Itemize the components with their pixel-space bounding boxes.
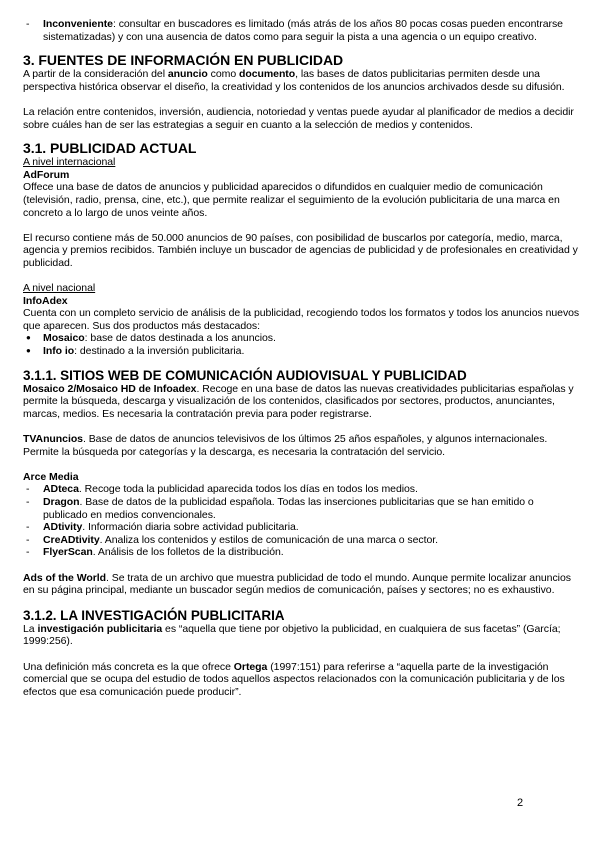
adforum-paragraph-1: Offece una base de datos de anuncios y publicidad aparecidos o difundidos en cualquier medio de comunicación (televisión, radio, prensa, cine, etc.), que permite realizar el seguimiento de la evolución publicitaria de una marca en concreto a lo largo de unos veinte años. [23, 181, 560, 219]
bold-term: TVAnuncios [23, 433, 83, 446]
text-run: es “aquella que tiene por objetivo la publicidad, en cualquiera de sus facetas” (García; 1999:256). [23, 622, 561, 648]
text-run: Una definición más concreta es la que ofrece [23, 660, 234, 673]
intro-list [23, 18, 580, 43]
text-run: . Base de datos de anuncios televisivos de los últimos 25 años españoles, y algunos internacionales. Permite la búsqueda por categorías y la descarga, es necesaria la contratación del servicio. [23, 433, 548, 458]
item-term: ADtivity [43, 521, 83, 534]
item-term: CreADtivity [43, 533, 100, 546]
investigacion-paragraph-1 [23, 623, 580, 648]
text-run: como [207, 68, 239, 81]
item-term: Mosaico [43, 332, 85, 345]
investigacion-paragraph-2 [23, 661, 580, 699]
adforum-name: AdForum [23, 168, 70, 181]
item-term: Inconveniente [43, 18, 113, 30]
infoadex-name: InfoAdex [23, 294, 68, 307]
text-run: A partir de la consideración del [23, 68, 168, 81]
infoadex-products-list [23, 332, 580, 357]
page-content [23, 18, 580, 698]
bold-term: investigación publicitaria [37, 622, 163, 635]
arce-media-title: Arce Media [23, 470, 79, 483]
bold-term: Ads of the World [23, 571, 107, 584]
text-run: , las bases de datos publicitarias permiten desde una perspectiva histórica observar el diseño, la creatividad y los contenidos de los anuncios archivados desde su difusión. [23, 68, 565, 93]
bold-term: Mosaico 2/Mosaico HD de Infoadex [23, 382, 197, 395]
text-run: La [23, 622, 38, 635]
item-term: Info io [43, 345, 75, 358]
list-item [23, 546, 580, 559]
item-text: . Información diaria sobre actividad publicitaria. [82, 521, 299, 534]
text-run: . Se trata de un archivo que muestra publicidad de todo el mundo. Aunque permite localizar anuncios en su página principal, mediante un buscador según medios de comunicación, países y sectores; no es exhaustivo. [23, 571, 571, 597]
item-term: FlyerScan [43, 546, 93, 559]
item-text: . Base de datos de la publicidad española. Todas las inserciones publicitarias que se han emitido o publicado en medios convencionales. [43, 496, 534, 521]
infoadex-paragraph: Cuenta con un completo servicio de análisis de la publicidad, recogiendo todos los formatos y todos los anuncios nuevos que aparecen. Sus dos productos más destacados: [23, 307, 580, 332]
section-3-heading: 3. FUENTES DE INFORMACIÓN EN PUBLICIDAD [23, 52, 344, 69]
text-run: (1997:151) para referirse a “aquella parte de la investigación comercial que se ocupa del estudio de todos aquellos aspectos relacionados con la comunicación publicitaria y de los efectos que esa comunicación puede producir”. [23, 660, 565, 698]
mosaico-paragraph [23, 383, 580, 421]
list-item [23, 483, 580, 496]
list-item [23, 521, 580, 534]
text-run: . Recoge en una base de datos las nuevas creatividades publicitarias españolas y permite la búsqueda, descarga y visualización de los contenidos, clasificados por sectores, productos, anunciantes, marcas, medios. Es necesaria la contratación previa para poder registrarse. [23, 382, 574, 420]
ads-of-the-world-paragraph [23, 572, 580, 597]
item-text: . Analiza los contenidos y estilos de comunicación de una marca o sector. [99, 533, 439, 546]
item-text: : base de datos destinada a los anuncios. [84, 332, 276, 345]
item-text: . Recoge toda la publicidad aparecida todos los días en todos los medios. [78, 483, 418, 496]
list-item [23, 332, 580, 345]
section-3-1-2-heading: 3.1.2. LA INVESTIGACIÓN PUBLICITARIA [23, 607, 285, 623]
bold-term: anuncio [167, 68, 208, 81]
list-item [23, 496, 580, 521]
tvanuncios-paragraph [23, 433, 580, 458]
arce-media-list [23, 483, 580, 559]
bold-term: Ortega [233, 660, 268, 673]
item-text: : consultar en buscadores es limitado (más atrás de los años 80 pocas cosas pueden encontrarse sistematizadas) y con una ausencia de datos como para seguir la pista a una agencia o un equipo creativo. [43, 18, 563, 43]
item-term: Dragon [43, 496, 80, 508]
page-number: 2 [517, 797, 524, 809]
adforum-paragraph-2: El recurso contiene más de 50.000 anuncios de 90 países, con posibilidad de buscarlos por categoría, medio, marca, agencia y premios recibidos. También incluye un buscador de agencias de publicidad y de profesionales en creatividad y publicidad. [23, 231, 578, 269]
bold-term: documento [238, 68, 296, 81]
list-item [23, 534, 580, 547]
item-term: ADteca [43, 483, 79, 496]
list-item [23, 345, 580, 358]
section-3-1-1-heading: 3.1.1. SITIOS WEB DE COMUNICACIÓN AUDIOVISUAL Y PUBLICIDAD [23, 367, 467, 383]
section-3-1-heading: 3.1. PUBLICIDAD ACTUAL [23, 140, 197, 157]
section-3-paragraph-2: La relación entre contenidos, inversión, audiencia, notoriedad y ventas puede ayudar al planificador de medios a decidir sobre cuáles han de ser las estrategias a seguir en cuanto a la selección de medios y contenidos. [23, 105, 574, 131]
list-item [23, 18, 580, 43]
item-text: . Análisis de los folletos de la distribución. [92, 546, 284, 559]
item-text: : destinado a la inversión publicitaria. [74, 345, 245, 358]
national-label: A nivel nacional [23, 282, 96, 295]
section-3-paragraph-1 [23, 68, 580, 93]
international-label: A nivel internacional [23, 156, 116, 169]
